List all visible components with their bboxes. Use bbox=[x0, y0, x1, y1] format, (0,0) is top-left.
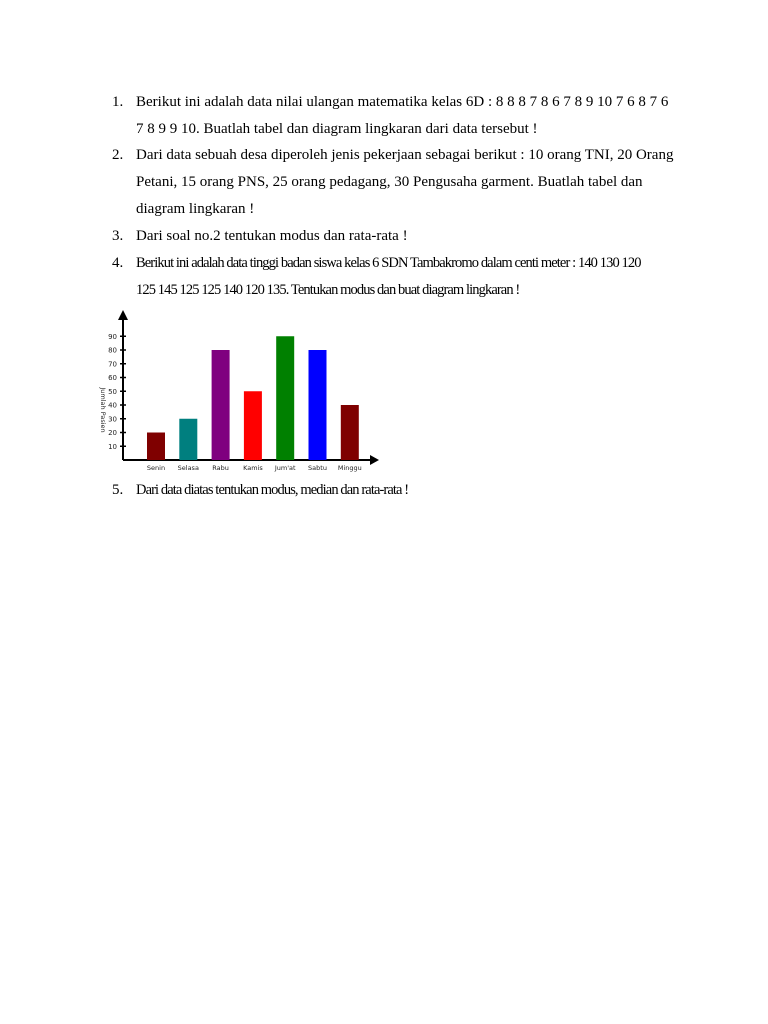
question-text-line: Dari soal no.2 tentukan modus dan rata-rata ! bbox=[136, 228, 408, 244]
bar-chart bbox=[92, 306, 384, 472]
question-text-line: Dari data diatas tentukan modus, median dan rata-rata ! bbox=[136, 482, 409, 498]
x-tick-label: Rabu bbox=[212, 464, 229, 472]
x-tick-label: Senin bbox=[146, 464, 166, 472]
bar bbox=[212, 350, 230, 460]
bar bbox=[341, 405, 359, 460]
question-number: 5. bbox=[112, 482, 124, 498]
x-tick-label: Sabtu bbox=[308, 464, 327, 472]
question-text-line: 125 145 125 125 140 120 135. Tentukan modus dan buat diagram lingkaran ! bbox=[136, 282, 520, 298]
x-tick-label: Kamis bbox=[243, 464, 263, 472]
x-tick-label: Selasa bbox=[177, 464, 199, 472]
y-tick-label: 10 bbox=[108, 442, 117, 451]
y-axis-label: Jumlah Pasien bbox=[99, 387, 107, 433]
y-tick-label: 90 bbox=[108, 332, 117, 341]
question-number: 1. bbox=[112, 94, 124, 110]
bar bbox=[309, 350, 327, 460]
question-text-line: Petani, 15 orang PNS, 25 orang pedagang, 30 Pengusaha garment. Buatlah tabel dan bbox=[136, 174, 643, 190]
y-tick-label: 60 bbox=[108, 374, 117, 382]
x-tick-label: Minggu bbox=[337, 464, 362, 472]
y-tick-label: 20 bbox=[108, 429, 117, 437]
question-text-line: Dari data sebuah desa diperoleh jenis pekerjaan sebagai berikut : 10 orang TNI, 20 Orang bbox=[136, 147, 674, 163]
y-tick-label: 40 bbox=[108, 401, 117, 410]
y-tick-label: 80 bbox=[108, 346, 117, 355]
y-tick-label: 30 bbox=[108, 415, 117, 424]
question-number: 3. bbox=[112, 228, 124, 244]
question-text-line: diagram lingkaran ! bbox=[136, 201, 255, 217]
bar bbox=[179, 419, 197, 460]
question-number: 2. bbox=[112, 147, 124, 163]
bar bbox=[244, 391, 262, 460]
y-tick-label: 50 bbox=[108, 387, 117, 396]
question-text-line: 7 8 9 9 10. Buatlah tabel dan diagram lingkaran dari data tersebut ! bbox=[136, 121, 538, 137]
x-tick-label: Jum'at bbox=[274, 464, 296, 472]
bar bbox=[276, 336, 294, 460]
y-tick-label: 70 bbox=[108, 360, 117, 369]
question-text-line: Berikut ini adalah data tinggi badan siswa kelas 6 SDN Tambakromo dalam centi meter : 140 130 120 bbox=[136, 255, 641, 271]
question-text-line: Berikut ini adalah data nilai ulangan matematika kelas 6D : 8 8 8 7 8 6 7 8 9 10 7 6 8 7 6 bbox=[136, 94, 669, 110]
y-axis-arrow bbox=[118, 310, 128, 320]
x-axis-arrow bbox=[370, 455, 379, 465]
bar bbox=[147, 433, 165, 461]
question-number: 4. bbox=[112, 255, 124, 271]
